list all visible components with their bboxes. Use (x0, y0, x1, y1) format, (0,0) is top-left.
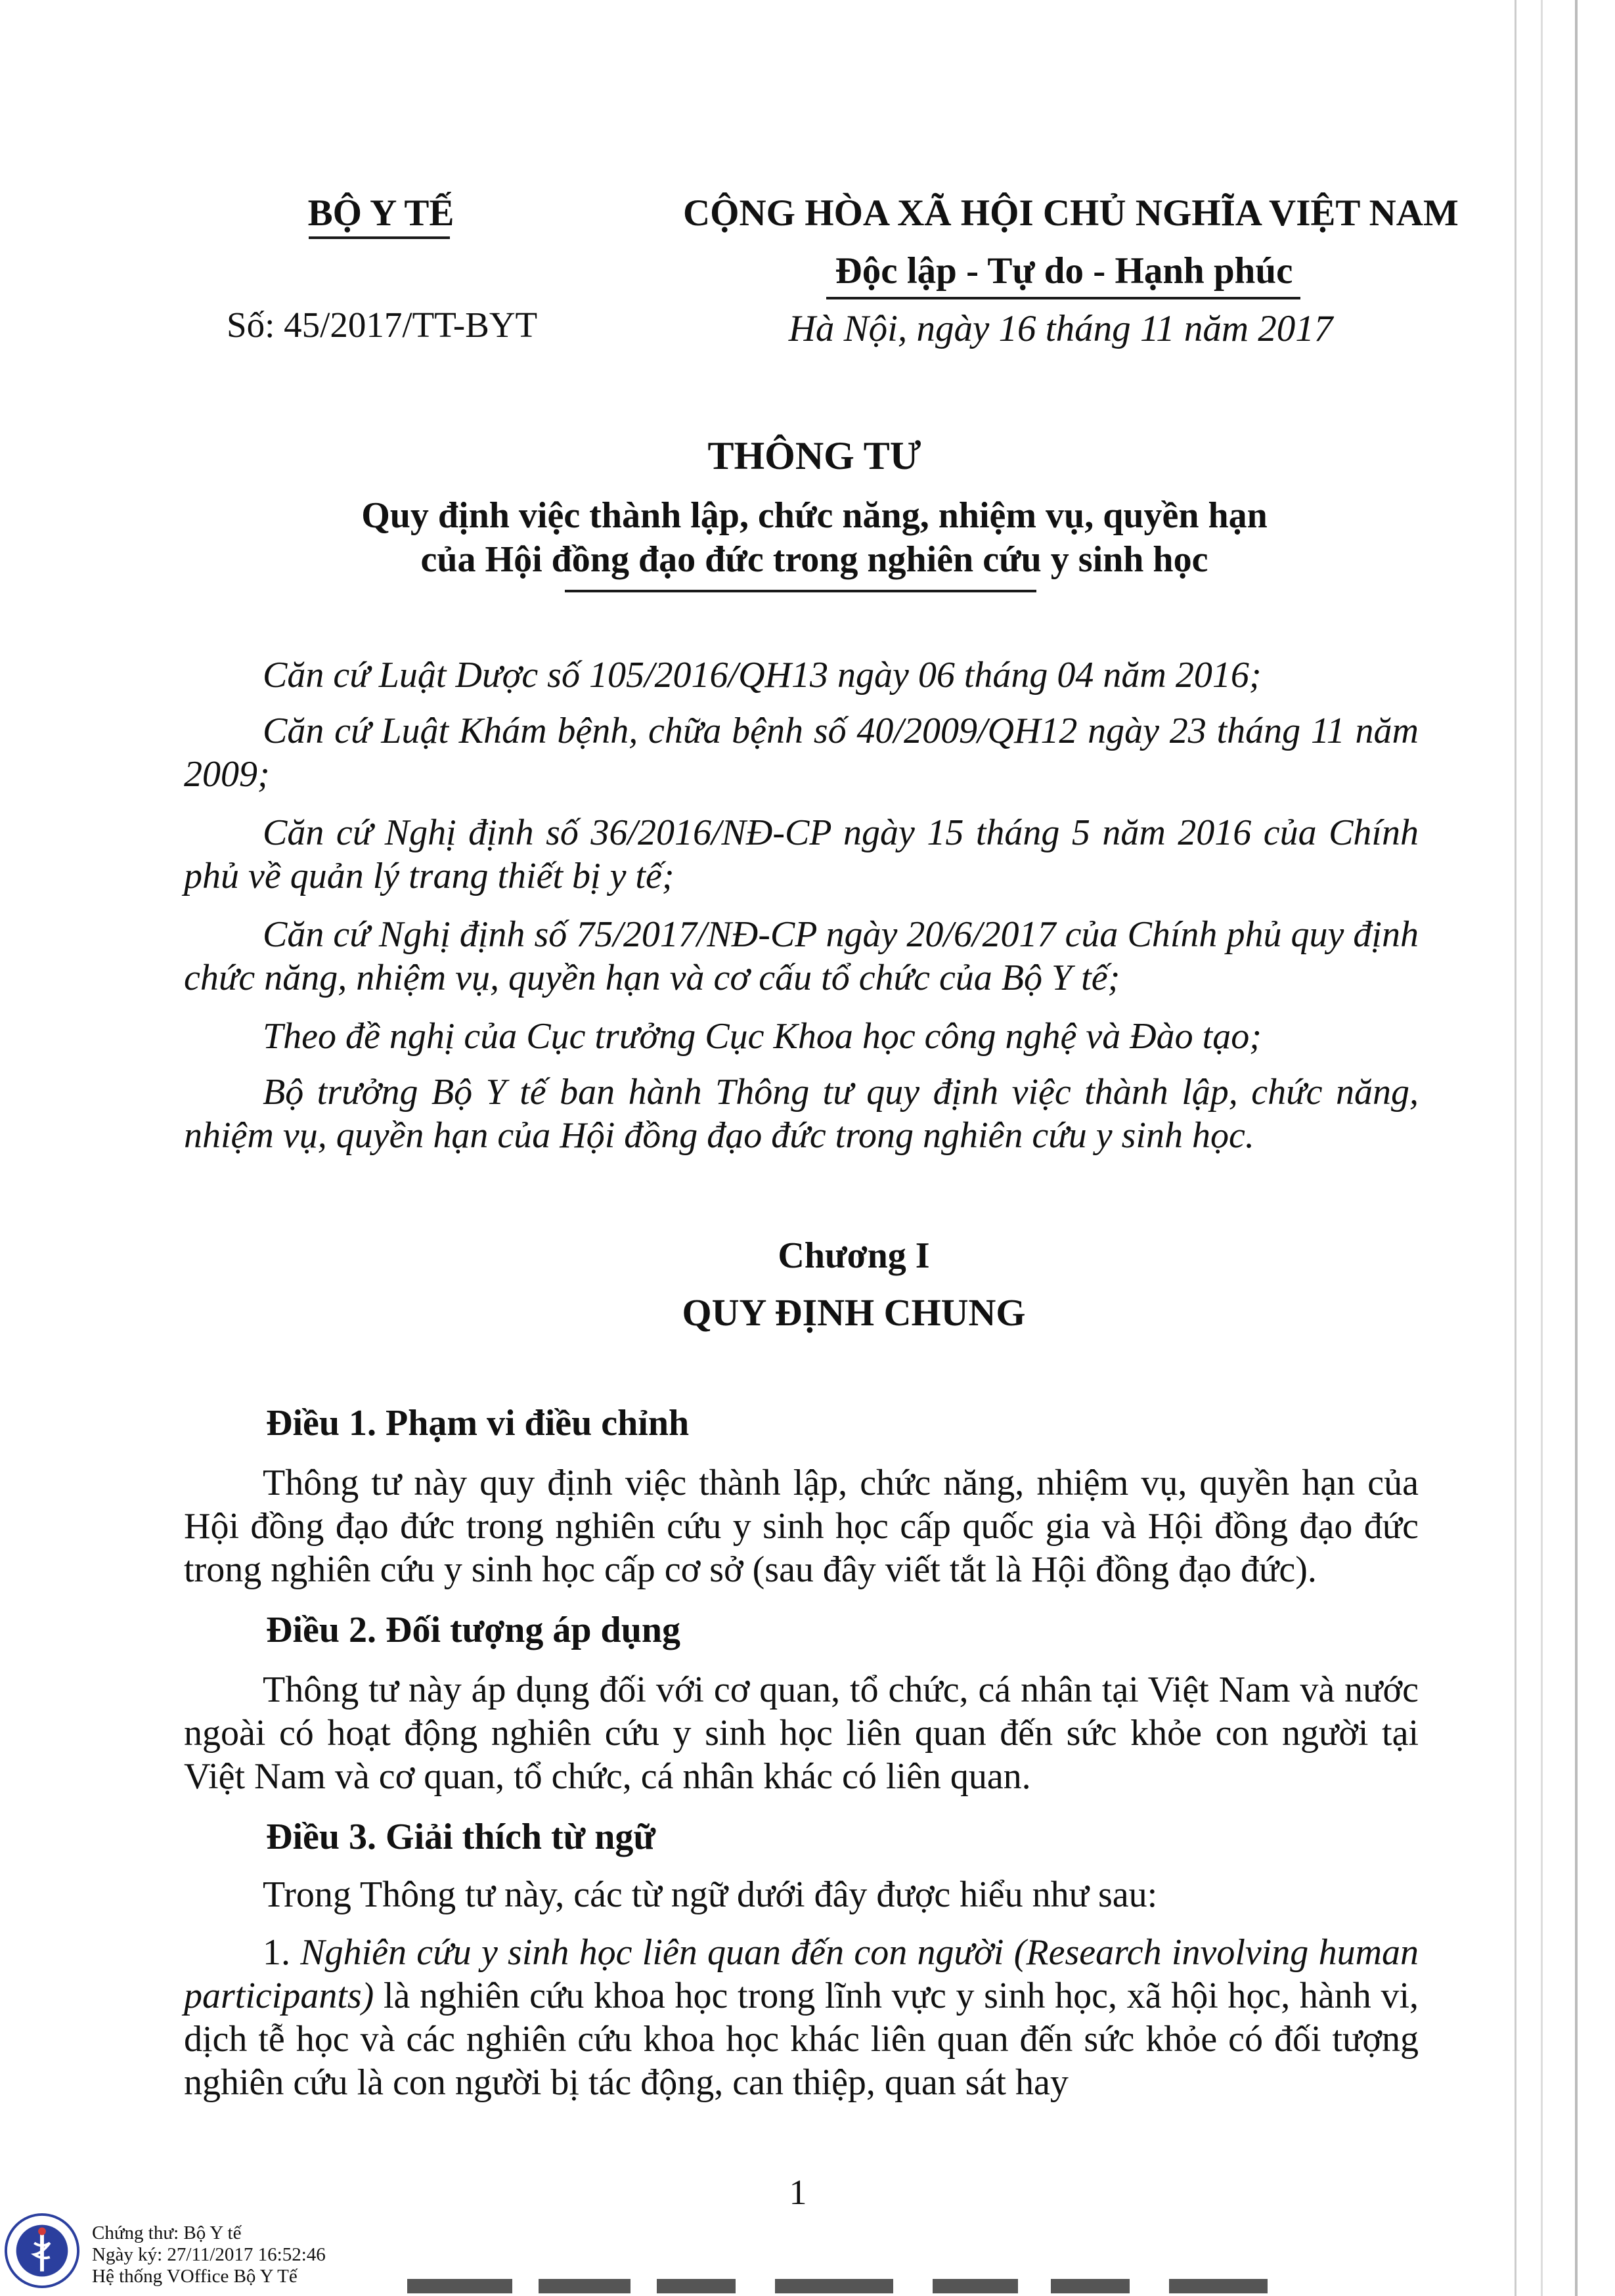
document-type: THÔNG TƯ (707, 434, 921, 477)
document-subject-line-1: Quy định việc thành lập, chức năng, nhiệm vụ, quyền hạn (361, 495, 1268, 536)
item-term: Nghiên cứu y sinh học liên quan đến con người (Research involving human participants) (184, 1932, 1419, 2016)
scan-edge-line (1541, 0, 1543, 2296)
title-underline (565, 590, 1036, 592)
place-date: Hà Nội, ngày 16 tháng 11 năm 2017 (788, 308, 1333, 349)
scan-artifact (1169, 2279, 1268, 2293)
preamble-clause: Căn cứ Luật Khám bệnh, chữa bệnh số 40/2009/QH12 ngày 23 tháng 11 năm 2009; (184, 711, 1419, 795)
preamble-clause: Căn cứ Nghị định số 75/2017/NĐ-CP ngày 20/6/2017 của Chính phủ quy định chức năng, nhiệm vụ, quyền hạn và cơ cấu tổ chức của Bộ Y tế; (184, 914, 1419, 998)
item-definition: là nghiên cứu khoa học trong lĩnh vực y sinh học, xã hội học, hành vi, dịch tễ học và các nghiên cứu khoa học khác liên quan đến sức khỏe có đối tượng nghiên cứu là con người bị tác động, can thiệp, quan sát hay (184, 1976, 1419, 2103)
scan-artifact (407, 2279, 512, 2293)
preamble-clause: Bộ trưởng Bộ Y tế ban hành Thông tư quy định việc thành lập, chức năng, nhiệm vụ, quyền hạn của Hội đồng đạo đức trong nghiên cứu y sinh học. (184, 1072, 1419, 1156)
ministry-seal-icon (3, 2212, 81, 2289)
preamble-clause: Theo đề nghị của Cục trưởng Cục Khoa học công nghệ và Đào tạo; (263, 1016, 1262, 1057)
scan-edge-line (1575, 0, 1578, 2296)
motto-underline (826, 297, 1300, 299)
scan-artifact (933, 2279, 1018, 2293)
national-motto: Độc lập - Tự do - Hạnh phúc (835, 250, 1293, 292)
page-number: 1 (789, 2173, 807, 2212)
scan-artifact (657, 2279, 736, 2293)
article-2-text: Thông tư này áp dụng đối với cơ quan, tổ chức, cá nhân tại Việt Nam và nước ngoài có hoạt động nghiên cứu y sinh học liên quan đến sức khỏe con người tại Việt Nam và cơ quan, tổ chức, cá nhân khác có liên quan. (184, 1669, 1419, 1797)
preamble-clause: Căn cứ Nghị định số 36/2016/NĐ-CP ngày 15 tháng 5 năm 2016 của Chính phủ về quản lý trang thiết bị y tế; (184, 812, 1419, 896)
article-2-heading: Điều 2. Đối tượng áp dụng (266, 1610, 680, 1650)
scan-artifact (775, 2279, 893, 2293)
document-subject-line-2: của Hội đồng đạo đức trong nghiên cứu y sinh học (420, 539, 1208, 580)
signature-date: Ngày ký: 27/11/2017 16:52:46 (92, 2244, 326, 2265)
signature-system: Hệ thống VOffice Bộ Y Tế (92, 2266, 298, 2287)
article-3-item-1 (184, 1931, 1419, 2104)
article-3-heading: Điều 3. Giải thích từ ngữ (266, 1817, 656, 1857)
scan-artifact (539, 2279, 631, 2293)
scan-edge-line (1515, 0, 1516, 2296)
chapter-title: QUY ĐỊNH CHUNG (682, 1291, 1026, 1334)
ministry-name: BỘ Y TẾ (307, 192, 454, 234)
article-1-text: Thông tư này quy định việc thành lập, chức năng, nhiệm vụ, quyền hạn của Hội đồng đạo đức trong nghiên cứu y sinh học cấp quốc gia và Hội đồng đạo đức trong nghiên cứu y sinh học cấp cơ sở (sau đây viết tắt là Hội đồng đạo đức). (184, 1463, 1419, 1590)
document-number: Số: 45/2017/TT-BYT (227, 305, 538, 345)
digital-signature-info (92, 2222, 326, 2287)
signature-certificate: Chứng thư: Bộ Y tế (92, 2222, 242, 2243)
ministry-underline (309, 236, 450, 239)
article-1-heading: Điều 1. Phạm vi điều chỉnh (266, 1403, 690, 1444)
chapter-label: Chương I (778, 1235, 930, 1276)
item-number: 1. (263, 1932, 290, 1973)
article-3-text: Trong Thông tư này, các từ ngữ dưới đây được hiểu như sau: (263, 1874, 1158, 1915)
preamble-clause: Căn cứ Luật Dược số 105/2016/QH13 ngày 06 tháng 04 năm 2016; (263, 655, 1262, 695)
country-name: CỘNG HÒA XÃ HỘI CHỦ NGHĨA VIỆT NAM (683, 192, 1459, 234)
scan-artifact (1051, 2279, 1130, 2293)
